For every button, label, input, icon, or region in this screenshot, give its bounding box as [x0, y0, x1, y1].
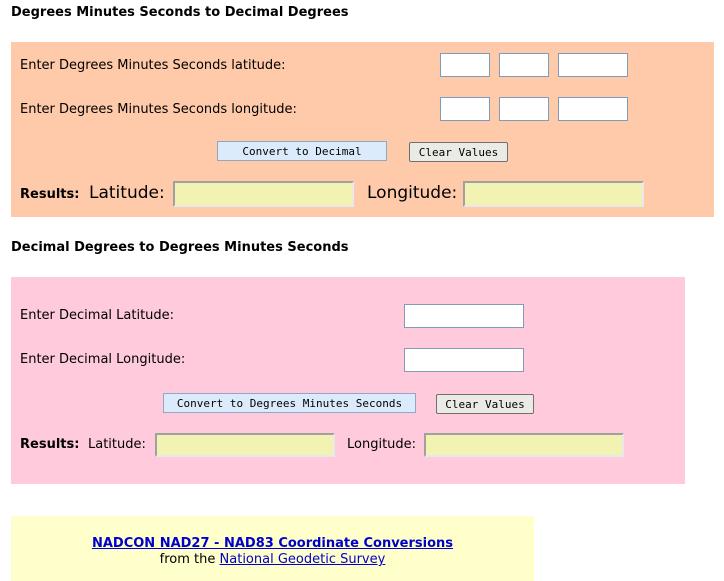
result-latitude-label-2: Latitude: [88, 437, 146, 452]
dms-longitude-label: Enter Degrees Minutes Seconds longitude: [20, 102, 297, 117]
lat-degrees-input[interactable] [440, 53, 490, 77]
ngs-link[interactable]: National Geodetic Survey [219, 552, 386, 567]
lat-seconds-input[interactable] [558, 53, 628, 77]
result-longitude-label-2: Longitude: [347, 437, 417, 452]
convert-to-dms-button[interactable]: Convert to Degrees Minutes Seconds [163, 393, 416, 413]
lat-minutes-input[interactable] [499, 53, 549, 77]
footer-panel [11, 516, 534, 581]
clear-values-button-1[interactable]: Clear Values [409, 142, 508, 162]
lon-degrees-input[interactable] [440, 97, 490, 121]
result-latitude-field-2[interactable] [155, 433, 335, 457]
decimal-to-dms-heading: Decimal Degrees to Degrees Minutes Seconds [11, 240, 349, 255]
dms-latitude-label: Enter Degrees Minutes Seconds latitude: [20, 58, 286, 73]
results-label-1: Results: [20, 187, 80, 202]
result-longitude-label-1: Longitude: [367, 183, 458, 203]
results-label-2: Results: [20, 437, 80, 452]
lon-minutes-input[interactable] [499, 97, 549, 121]
decimal-latitude-input[interactable] [404, 304, 524, 328]
convert-to-decimal-button[interactable]: Convert to Decimal [217, 141, 387, 161]
dms-to-decimal-panel [11, 42, 714, 217]
decimal-to-dms-panel [11, 277, 685, 484]
decimal-longitude-label: Enter Decimal Longitude: [20, 352, 186, 367]
result-latitude-label-1: Latitude: [89, 183, 165, 203]
result-latitude-field-1[interactable] [173, 181, 354, 207]
footer-from-text: from the [159, 552, 216, 567]
dms-to-decimal-heading: Degrees Minutes Seconds to Decimal Degrees [11, 5, 349, 20]
nadcon-link[interactable]: NADCON NAD27 - NAD83 Coordinate Conversions [91, 536, 454, 551]
footer-from-line [11, 552, 534, 567]
result-longitude-field-1[interactable] [463, 181, 644, 207]
clear-values-button-2[interactable]: Clear Values [436, 394, 534, 414]
decimal-longitude-input[interactable] [404, 348, 524, 372]
decimal-latitude-label: Enter Decimal Latitude: [20, 308, 175, 323]
lon-seconds-input[interactable] [558, 97, 628, 121]
result-longitude-field-2[interactable] [424, 433, 624, 457]
